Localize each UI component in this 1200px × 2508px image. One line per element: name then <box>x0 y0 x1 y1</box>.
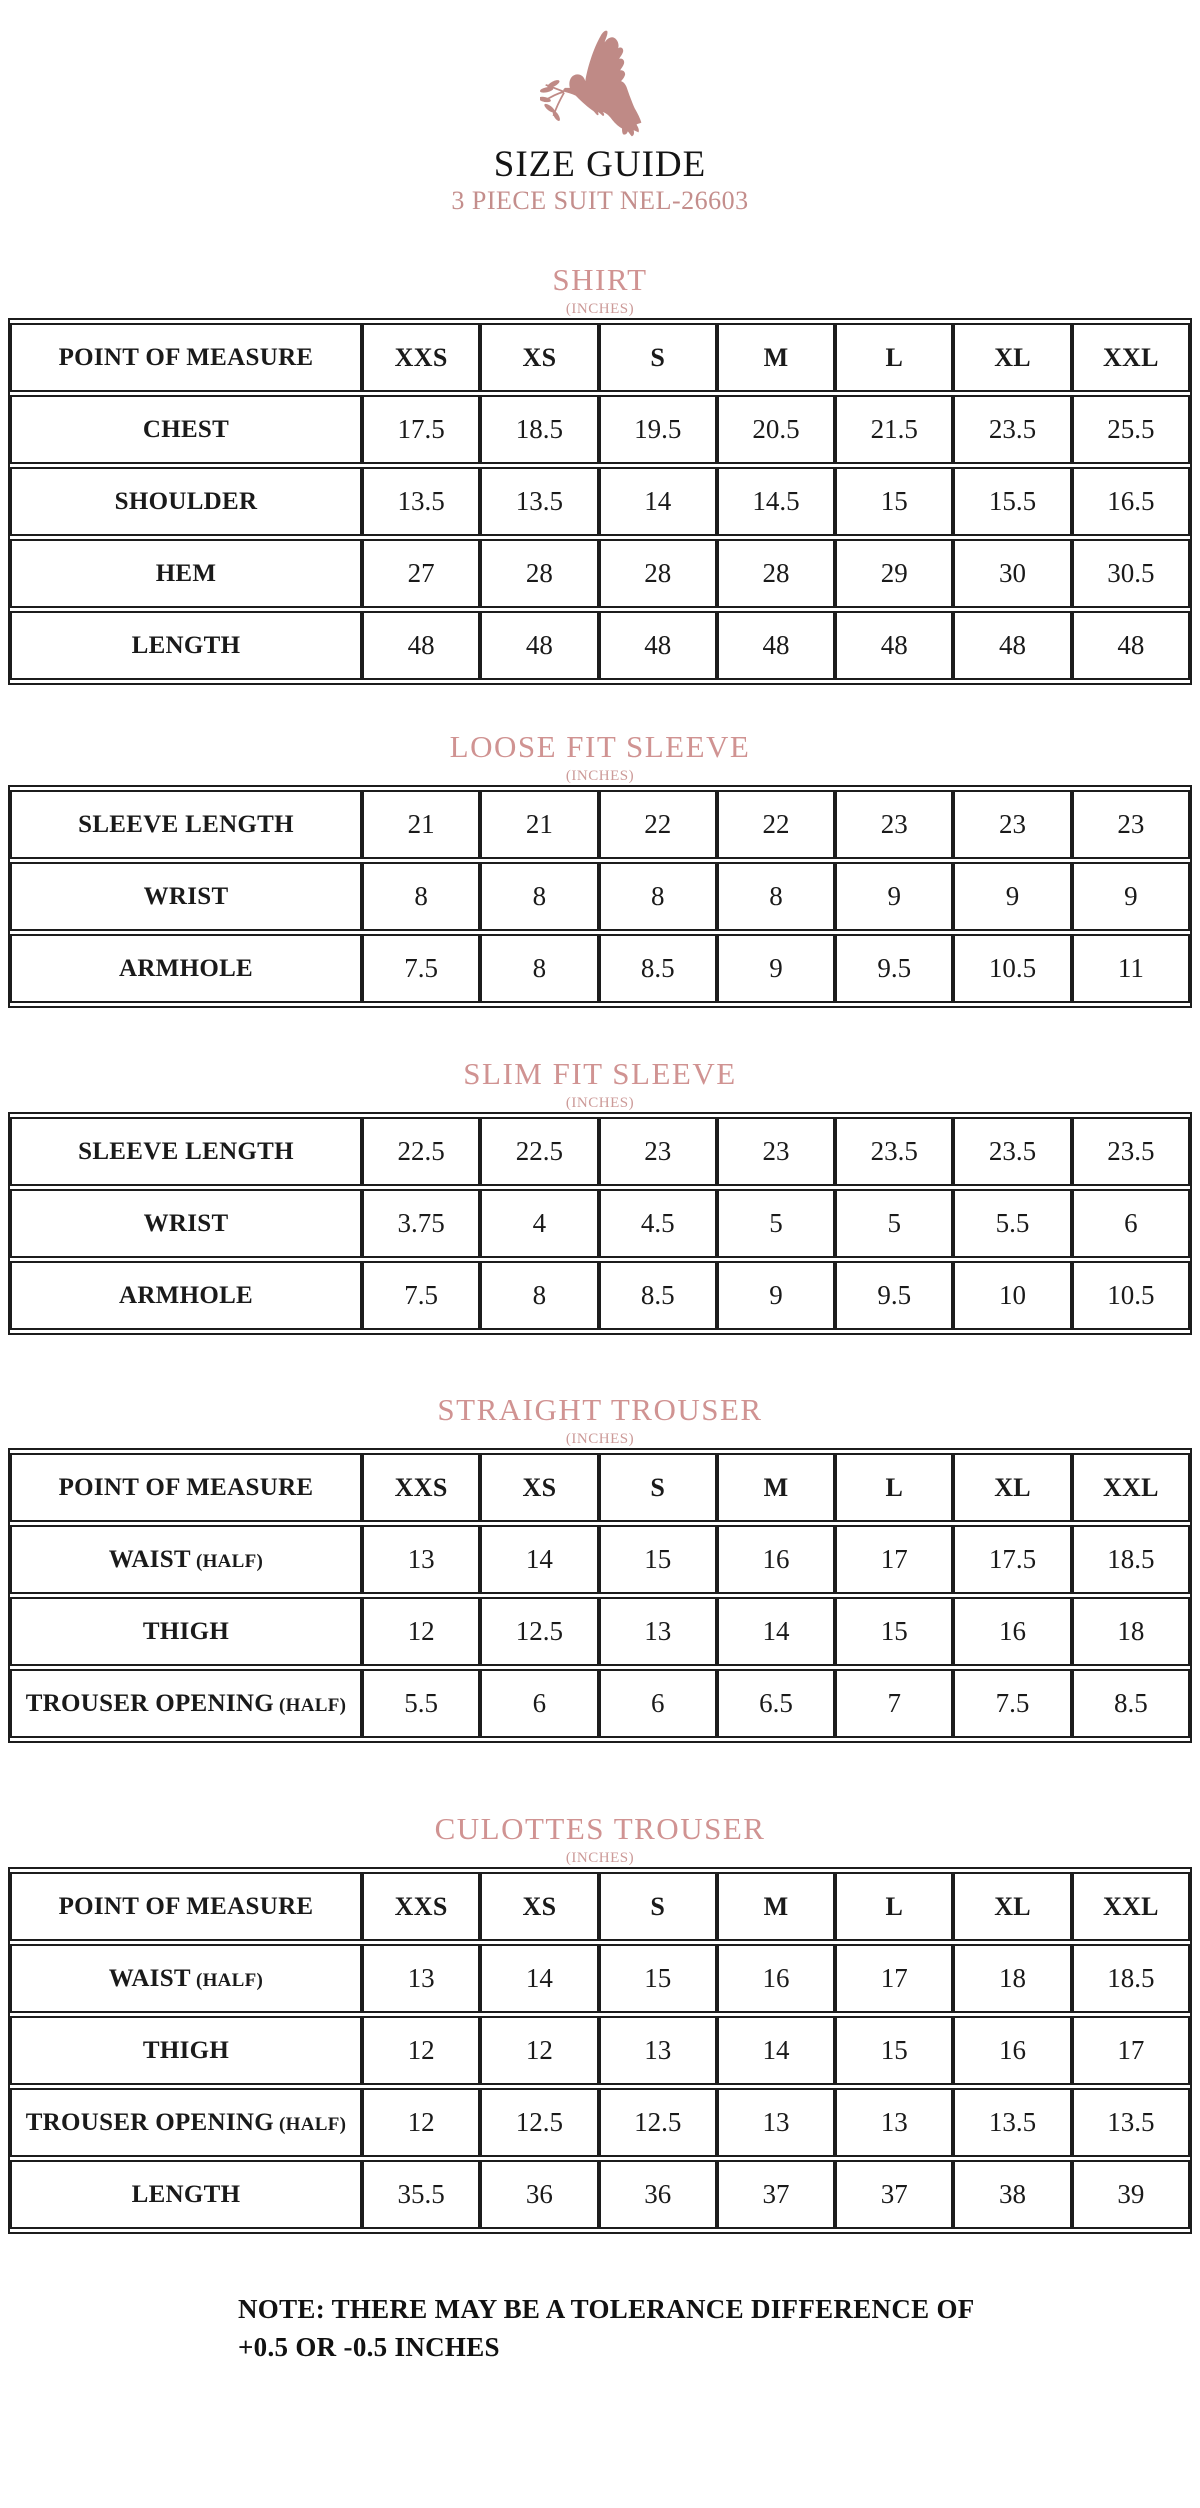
size-value: 18 <box>953 1944 1071 2013</box>
column-header-point-of-measure: POINT OF MEASURE <box>10 1872 362 1941</box>
size-value: 23 <box>953 790 1071 859</box>
size-value: 18.5 <box>480 395 598 464</box>
dove-olive-branch-icon <box>540 26 650 142</box>
size-value: 48 <box>480 611 598 680</box>
row-label: HEM <box>10 539 362 608</box>
row-label: TROUSER OPENING (HALF) <box>10 1669 362 1738</box>
row-label: LENGTH <box>10 611 362 680</box>
size-value: 8.5 <box>599 934 717 1003</box>
size-value: 15 <box>835 467 953 536</box>
table-row <box>10 2016 1190 2085</box>
size-value: 16 <box>717 1944 835 2013</box>
size-value: 22.5 <box>362 1117 480 1186</box>
size-value: 23.5 <box>835 1117 953 1186</box>
size-value: 14 <box>480 1944 598 2013</box>
row-label: ARMHOLE <box>10 934 362 1003</box>
size-value: 21 <box>480 790 598 859</box>
section-title: STRAIGHT TROUSER <box>437 1392 763 1427</box>
section-title: SLIM FIT SLEEVE <box>463 1056 737 1091</box>
size-value: 23 <box>717 1117 835 1186</box>
row-label: WRIST <box>10 862 362 931</box>
size-table-culottes-trouser <box>8 1867 1192 2234</box>
size-table-straight-trouser <box>8 1448 1192 1743</box>
size-value: 8 <box>480 1261 598 1330</box>
size-value: 9.5 <box>835 1261 953 1330</box>
size-value: 8 <box>480 934 598 1003</box>
size-value: 23 <box>599 1117 717 1186</box>
row-label: SHOULDER <box>10 467 362 536</box>
size-value: 15.5 <box>953 467 1071 536</box>
size-value: 15 <box>599 1944 717 2013</box>
column-header-point-of-measure: POINT OF MEASURE <box>10 323 362 392</box>
size-value: 23 <box>835 790 953 859</box>
table-row <box>10 2088 1190 2157</box>
size-value: 13.5 <box>362 467 480 536</box>
size-value: 5 <box>717 1189 835 1258</box>
size-value: 30.5 <box>1072 539 1190 608</box>
size-value: 14.5 <box>717 467 835 536</box>
size-value: 28 <box>717 539 835 608</box>
size-value: 12 <box>362 2088 480 2157</box>
section-title: LOOSE FIT SLEEVE <box>449 729 751 764</box>
row-label: CHEST <box>10 395 362 464</box>
size-value: 23 <box>1072 790 1190 859</box>
size-value: 8 <box>717 862 835 931</box>
column-header-size: XL <box>953 1453 1071 1522</box>
size-value: 12 <box>480 2016 598 2085</box>
size-value: 5 <box>835 1189 953 1258</box>
size-value: 13.5 <box>953 2088 1071 2157</box>
column-header-size: M <box>717 1453 835 1522</box>
size-value: 3.75 <box>362 1189 480 1258</box>
tolerance-note <box>238 2290 1048 2366</box>
section-slim-fit-sleeve <box>0 1056 1200 1335</box>
section-title: SHIRT <box>552 262 648 297</box>
size-value: 10.5 <box>1072 1261 1190 1330</box>
size-value: 7.5 <box>362 1261 480 1330</box>
size-value: 23.5 <box>1072 1117 1190 1186</box>
size-value: 10.5 <box>953 934 1071 1003</box>
size-value: 9 <box>953 862 1071 931</box>
table-header-row <box>10 323 1190 392</box>
size-table-loose-fit-sleeve <box>8 785 1192 1008</box>
size-value: 13 <box>599 1597 717 1666</box>
size-value: 6.5 <box>717 1669 835 1738</box>
size-value: 6 <box>599 1669 717 1738</box>
section-straight-trouser <box>0 1392 1200 1743</box>
size-value: 7.5 <box>953 1669 1071 1738</box>
size-value: 8 <box>599 862 717 931</box>
size-value: 48 <box>717 611 835 680</box>
size-value: 16 <box>953 1597 1071 1666</box>
size-value: 7 <box>835 1669 953 1738</box>
size-value: 13 <box>362 1525 480 1594</box>
row-label: WAIST (HALF) <box>10 1944 362 2013</box>
table-row <box>10 1189 1190 1258</box>
column-header-size: M <box>717 1872 835 1941</box>
size-value: 13.5 <box>1072 2088 1190 2157</box>
row-label: WRIST <box>10 1189 362 1258</box>
size-value: 19.5 <box>599 395 717 464</box>
column-header-size: XXL <box>1072 1872 1190 1941</box>
page-title: SIZE GUIDE <box>493 144 707 185</box>
row-label: SLEEVE LENGTH <box>10 790 362 859</box>
size-value: 35.5 <box>362 2160 480 2229</box>
size-value: 14 <box>599 467 717 536</box>
row-label: THIGH <box>10 2016 362 2085</box>
section-unit: (INCHES) <box>565 301 635 317</box>
column-header-size: XXL <box>1072 323 1190 392</box>
page-subtitle: 3 PIECE SUIT NEL-26603 <box>451 186 749 215</box>
size-value: 37 <box>835 2160 953 2229</box>
column-header-size: XXS <box>362 323 480 392</box>
column-header-size: S <box>599 1453 717 1522</box>
size-value: 17 <box>835 1525 953 1594</box>
size-value: 22.5 <box>480 1117 598 1186</box>
size-table-slim-fit-sleeve <box>8 1112 1192 1335</box>
size-value: 28 <box>480 539 598 608</box>
table-row <box>10 1261 1190 1330</box>
size-value: 4 <box>480 1189 598 1258</box>
size-value: 13.5 <box>480 467 598 536</box>
table-row <box>10 934 1190 1003</box>
column-header-size: XXS <box>362 1453 480 1522</box>
size-value: 48 <box>362 611 480 680</box>
table-row <box>10 611 1190 680</box>
column-header-size: XS <box>480 1453 598 1522</box>
size-value: 6 <box>480 1669 598 1738</box>
section-title: CULOTTES TROUSER <box>434 1811 766 1846</box>
size-value: 5.5 <box>953 1189 1071 1258</box>
size-value: 22 <box>599 790 717 859</box>
size-value: 48 <box>953 611 1071 680</box>
size-value: 14 <box>717 2016 835 2085</box>
row-label: SLEEVE LENGTH <box>10 1117 362 1186</box>
size-value: 7.5 <box>362 934 480 1003</box>
size-value: 10 <box>953 1261 1071 1330</box>
table-row <box>10 1669 1190 1738</box>
column-header-size: XL <box>953 1872 1071 1941</box>
column-header-size: S <box>599 323 717 392</box>
size-value: 16 <box>953 2016 1071 2085</box>
row-label: LENGTH <box>10 2160 362 2229</box>
size-value: 21 <box>362 790 480 859</box>
section-shirt <box>0 262 1200 685</box>
column-header-size: M <box>717 323 835 392</box>
column-header-size: XS <box>480 323 598 392</box>
column-header-size: XXL <box>1072 1453 1190 1522</box>
size-value: 6 <box>1072 1189 1190 1258</box>
column-header-size: L <box>835 323 953 392</box>
table-header-row <box>10 1872 1190 1941</box>
size-value: 20.5 <box>717 395 835 464</box>
size-value: 18 <box>1072 1597 1190 1666</box>
size-value: 17.5 <box>362 395 480 464</box>
size-value: 28 <box>599 539 717 608</box>
size-value: 17 <box>1072 2016 1190 2085</box>
size-value: 8.5 <box>1072 1669 1190 1738</box>
size-value: 8 <box>362 862 480 931</box>
size-value: 11 <box>1072 934 1190 1003</box>
table-row <box>10 1944 1190 2013</box>
table-row <box>10 539 1190 608</box>
size-table-shirt <box>8 318 1192 685</box>
column-header-size: XS <box>480 1872 598 1941</box>
size-value: 23.5 <box>953 395 1071 464</box>
size-value: 17 <box>835 1944 953 2013</box>
size-value: 18.5 <box>1072 1944 1190 2013</box>
column-header-size: XL <box>953 323 1071 392</box>
size-value: 18.5 <box>1072 1525 1190 1594</box>
table-header-row <box>10 1453 1190 1522</box>
table-row <box>10 467 1190 536</box>
size-value: 25.5 <box>1072 395 1190 464</box>
size-value: 48 <box>835 611 953 680</box>
section-unit: (INCHES) <box>565 1095 635 1111</box>
size-value: 23.5 <box>953 1117 1071 1186</box>
column-header-size: L <box>835 1453 953 1522</box>
section-unit: (INCHES) <box>565 1431 635 1447</box>
row-label-suffix: (HALF) <box>190 1550 264 1572</box>
size-value: 13 <box>835 2088 953 2157</box>
size-value: 15 <box>599 1525 717 1594</box>
size-value: 37 <box>717 2160 835 2229</box>
size-value: 13 <box>717 2088 835 2157</box>
section-loose-fit-sleeve <box>0 729 1200 1008</box>
row-label-suffix: (HALF) <box>274 1694 347 1716</box>
tolerance-note-line: NOTE: THERE MAY BE A TOLERANCE DIFFERENCE OF <box>238 2294 975 2324</box>
section-unit: (INCHES) <box>565 768 635 784</box>
table-row <box>10 1525 1190 1594</box>
size-value: 29 <box>835 539 953 608</box>
size-value: 36 <box>480 2160 598 2229</box>
column-header-point-of-measure: POINT OF MEASURE <box>10 1453 362 1522</box>
size-value: 5.5 <box>362 1669 480 1738</box>
column-header-size: S <box>599 1872 717 1941</box>
size-value: 8.5 <box>599 1261 717 1330</box>
size-value: 15 <box>835 1597 953 1666</box>
row-label: WAIST (HALF) <box>10 1525 362 1594</box>
size-value: 13 <box>362 1944 480 2013</box>
size-value: 48 <box>1072 611 1190 680</box>
row-label-suffix: (HALF) <box>274 2113 347 2135</box>
size-value: 9 <box>1072 862 1190 931</box>
size-value: 17.5 <box>953 1525 1071 1594</box>
tolerance-note-line: +0.5 OR -0.5 INCHES <box>238 2332 500 2362</box>
size-value: 15 <box>835 2016 953 2085</box>
size-value: 9.5 <box>835 934 953 1003</box>
size-value: 4.5 <box>599 1189 717 1258</box>
size-value: 12.5 <box>480 2088 598 2157</box>
size-value: 12.5 <box>480 1597 598 1666</box>
size-value: 12 <box>362 2016 480 2085</box>
size-value: 14 <box>480 1525 598 1594</box>
row-label-suffix: (HALF) <box>190 1969 264 1991</box>
size-value: 39 <box>1072 2160 1190 2229</box>
table-row <box>10 862 1190 931</box>
size-value: 48 <box>599 611 717 680</box>
size-value: 12 <box>362 1597 480 1666</box>
size-value: 14 <box>717 1597 835 1666</box>
table-row <box>10 790 1190 859</box>
size-value: 36 <box>599 2160 717 2229</box>
row-label: THIGH <box>10 1597 362 1666</box>
size-value: 21.5 <box>835 395 953 464</box>
table-row <box>10 1597 1190 1666</box>
table-row <box>10 1117 1190 1186</box>
table-row <box>10 2160 1190 2229</box>
table-row <box>10 395 1190 464</box>
size-value: 16 <box>717 1525 835 1594</box>
size-value: 8 <box>480 862 598 931</box>
row-label: TROUSER OPENING (HALF) <box>10 2088 362 2157</box>
size-value: 38 <box>953 2160 1071 2229</box>
size-value: 9 <box>717 1261 835 1330</box>
size-value: 13 <box>599 2016 717 2085</box>
size-value: 9 <box>835 862 953 931</box>
row-label: ARMHOLE <box>10 1261 362 1330</box>
size-value: 22 <box>717 790 835 859</box>
size-value: 12.5 <box>599 2088 717 2157</box>
column-header-size: L <box>835 1872 953 1941</box>
size-value: 30 <box>953 539 1071 608</box>
size-value: 16.5 <box>1072 467 1190 536</box>
size-value: 9 <box>717 934 835 1003</box>
section-unit: (INCHES) <box>565 1850 635 1866</box>
size-value: 27 <box>362 539 480 608</box>
column-header-size: XXS <box>362 1872 480 1941</box>
section-culottes-trouser <box>0 1811 1200 2234</box>
